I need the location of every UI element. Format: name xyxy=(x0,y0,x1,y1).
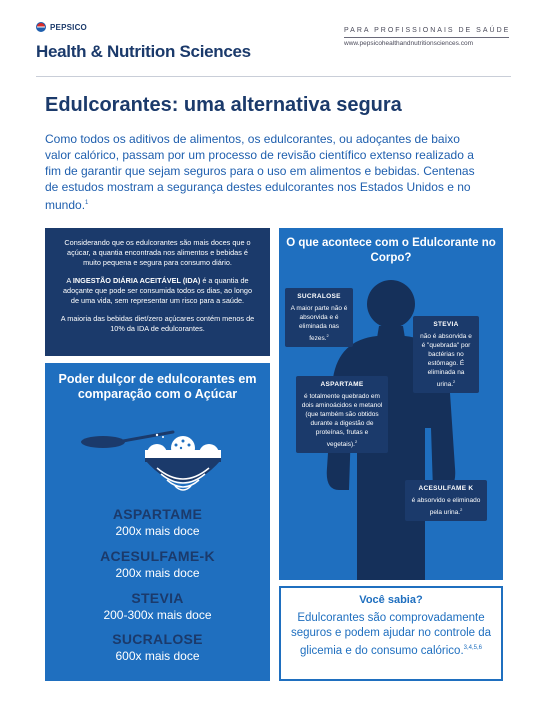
callout-stevia xyxy=(413,316,479,393)
sweetener-item-aspartame xyxy=(45,506,270,538)
pepsico-logo xyxy=(36,22,87,32)
adi-info-box xyxy=(45,228,270,356)
pepsico-globe-icon xyxy=(36,22,46,32)
info-p2-prefix: A xyxy=(66,276,71,285)
callout-text: A maior parte não é absorvida e é eliminada nas fezes. xyxy=(290,305,348,343)
audience-tagline: PARA PROFISSIONAIS DE SAÚDE xyxy=(344,27,511,34)
page-title: Edulcorantes: uma alternativa segura xyxy=(45,94,402,116)
site-url[interactable]: www.pepsicohealthandnutritionsciences.com xyxy=(344,40,473,47)
did-you-know-box xyxy=(279,586,503,681)
sweetener-name: SUCRALOSE xyxy=(112,631,203,647)
callout-text: não é absorvida e é "quebrada" por bactérias no estômago. É eliminada na urina. xyxy=(420,333,472,389)
site-title: Health & Nutrition Sciences xyxy=(36,42,251,61)
sweetness-comparison-panel xyxy=(45,363,270,681)
sweetener-name: STEVIA xyxy=(131,590,184,606)
sweetener-value: 200-300x mais doce xyxy=(103,608,212,622)
callout-sucralose xyxy=(285,288,353,347)
sweetener-value: 600x mais doce xyxy=(115,649,200,663)
info-paragraph-2 xyxy=(59,276,256,306)
body-panel-title: O que acontece com o Edulcorante no Corpo? xyxy=(286,237,496,264)
callout-acesulfame xyxy=(405,480,487,521)
sweetener-item-acesulfame xyxy=(45,548,270,580)
tagline-divider xyxy=(344,37,509,38)
did-you-know-text: Edulcorantes são comprovadamente seguros e podem ajudar no controle da glicemia e do consumo calórico. xyxy=(290,612,492,657)
sweetener-illustration xyxy=(45,408,270,518)
brand-name: PEPSICO xyxy=(50,22,87,32)
header-divider xyxy=(36,76,511,77)
sweetener-item-stevia xyxy=(45,590,270,622)
sweetener-name: ASPARTAME xyxy=(112,506,203,522)
body-metabolism-panel xyxy=(279,228,503,580)
sweetener-value: 200x mais doce xyxy=(115,566,200,580)
callout-text: é absorvido e eliminado pela urina. xyxy=(411,497,481,517)
sweetener-item-sucralose xyxy=(45,631,270,663)
callout-name: STEVIA xyxy=(433,321,459,328)
did-you-know-title: Você sabia? xyxy=(359,594,423,606)
adi-term: INGESTÃO DIÁRIA ACEITÁVEL (IDA) xyxy=(72,276,201,285)
callout-name: ASPARTAME xyxy=(320,381,364,388)
sweetener-name: ACESULFAME-K xyxy=(100,548,215,564)
callout-ref: 2 xyxy=(354,439,358,444)
intro-text: Como todos os aditivos de alimentos, os edulcorantes, ou adoçantes de baixo valor calórico, passam por um processo de revisão científico extenso realizado a fim de garantir que sejam seguros para o uso em alimentos e bebidas. Centenas de estudos mostram a segurança destes edulcorantes nos Estados Unidos e no mundo. xyxy=(45,132,475,212)
callout-ref: 2 xyxy=(460,507,463,512)
sweetener-value: 200x mais doce xyxy=(115,524,200,538)
did-you-know-paragraph xyxy=(281,611,501,659)
callout-text: é totalmente quebrado em dois aminoácidos e metanol (que também são obtidos durante a digestão de proteínas, frutas e vegetais). xyxy=(301,393,383,449)
callout-ref: 2 xyxy=(326,333,329,338)
sweetener-bowl-icon xyxy=(145,436,221,490)
info-paragraph-1: Considerando que os edulcorantes são mais doces que o açúcar, a quantia encontrada nos alimentos e bebidas é muito pequena e segura para consumo diário. xyxy=(64,238,251,267)
callout-name: ACESULFAME K xyxy=(418,485,474,492)
intro-reference: 1 xyxy=(85,200,89,206)
info-p2-suffix: é a quantia de adoçante que pode ser consumida todos os dias, ao longo de uma vida, sem representar um risco para a saúde. xyxy=(62,276,253,305)
callout-ref: 2 xyxy=(453,379,456,384)
did-you-know-refs: 3,4,5,6 xyxy=(463,645,482,651)
info-paragraph-3: A maioria das bebidas diet/zero açúcares contém menos de 10% da IDA de edulcorantes. xyxy=(60,314,255,333)
intro-paragraph xyxy=(45,131,475,213)
callout-aspartame xyxy=(296,376,388,453)
comparison-title: Poder dulçor de edulcorantes em comparação com o Açúcar xyxy=(58,372,257,401)
callout-name: SUCRALOSE xyxy=(297,293,341,300)
